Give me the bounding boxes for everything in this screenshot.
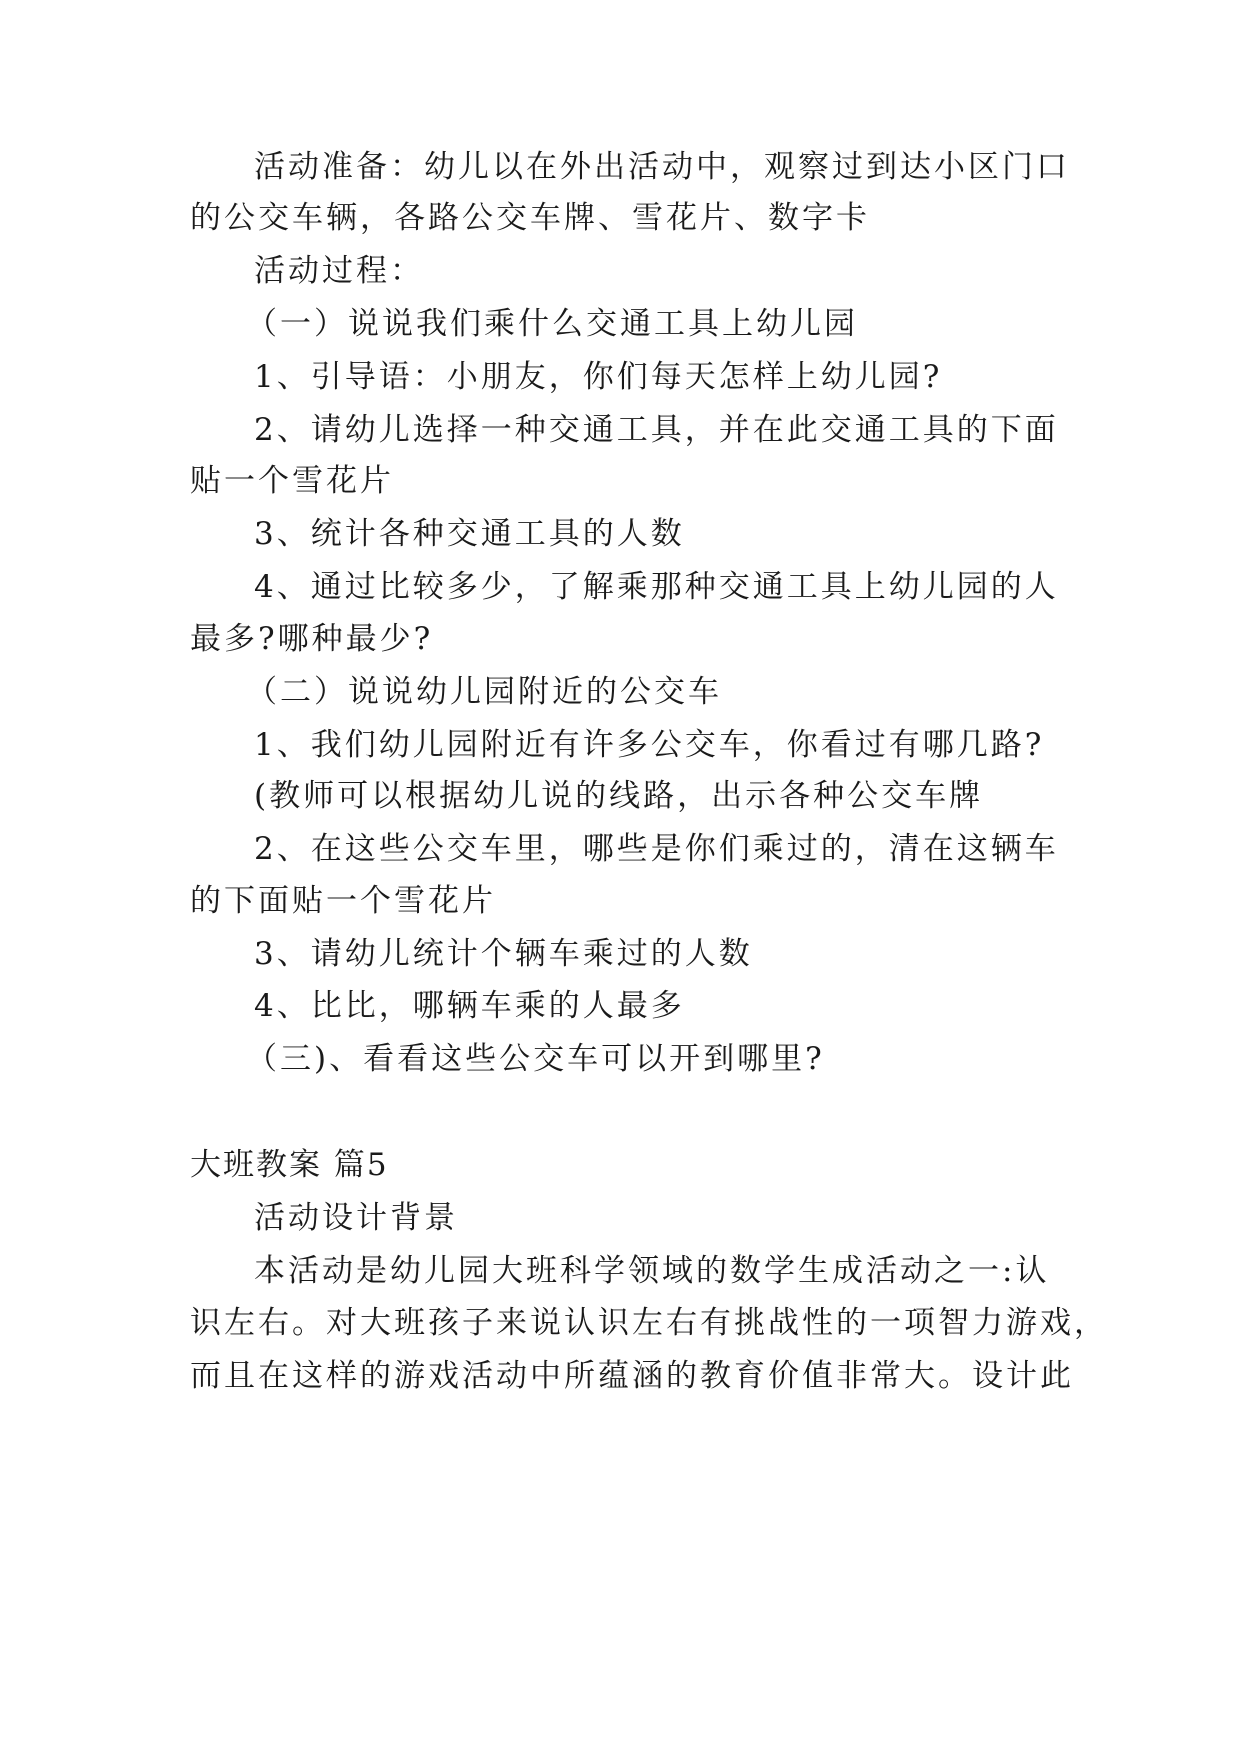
paragraph-line: (教师可以根据幼儿说的线路，出示各种公交车牌 [254,778,984,814]
list-item: 3、统计各种交通工具的人数 [254,516,685,552]
paragraph-line: 本活动是幼儿园大班科学领域的数学生成活动之一:认 [254,1253,1050,1289]
section-heading: （三)、看看这些公交车可以开到哪里? [246,1041,825,1077]
list-item: 2、请幼儿选择一种交通工具，并在此交通工具的下面 [254,412,1059,448]
list-item: 1、我们幼儿园附近有许多公交车，你看过有哪几路? [254,727,1045,763]
lesson-title: 大班教案 篇5 [190,1147,389,1183]
list-item: 1、引导语：小朋友，你们每天怎样上幼儿园? [254,359,943,395]
paragraph-line: 的下面贴一个雪花片 [190,883,496,919]
list-item: 3、请幼儿统计个辆车乘过的人数 [254,936,753,972]
paragraph-line: 识左右。对大班孩子来说认识左右有挑战性的一项智力游戏， [190,1305,1108,1341]
paragraph-line: 最多?哪种最少? [190,621,434,657]
section-heading: （一）说说我们乘什么交通工具上幼儿园 [246,306,858,342]
paragraph-line: 活动过程： [254,253,424,289]
list-item: 2、在这些公交车里，哪些是你们乘过的，清在这辆车 [254,831,1059,867]
list-item: 4、比比，哪辆车乘的人最多 [254,988,685,1024]
section-heading: （二）说说幼儿园附近的公交车 [246,674,722,710]
subsection-heading: 活动设计背景 [254,1200,458,1236]
paragraph-line: 而且在这样的游戏活动中所蕴涵的教育价值非常大。设计此 [190,1358,1074,1394]
list-item: 4、通过比较多少，了解乘那种交通工具上幼儿园的人 [254,569,1059,605]
paragraph-line: 的公交车辆，各路公交车牌、雪花片、数字卡 [190,200,870,236]
paragraph-line: 贴一个雪花片 [190,463,394,499]
paragraph-line: 活动准备：幼儿以在外出活动中，观察过到达小区门口 [254,149,1070,185]
